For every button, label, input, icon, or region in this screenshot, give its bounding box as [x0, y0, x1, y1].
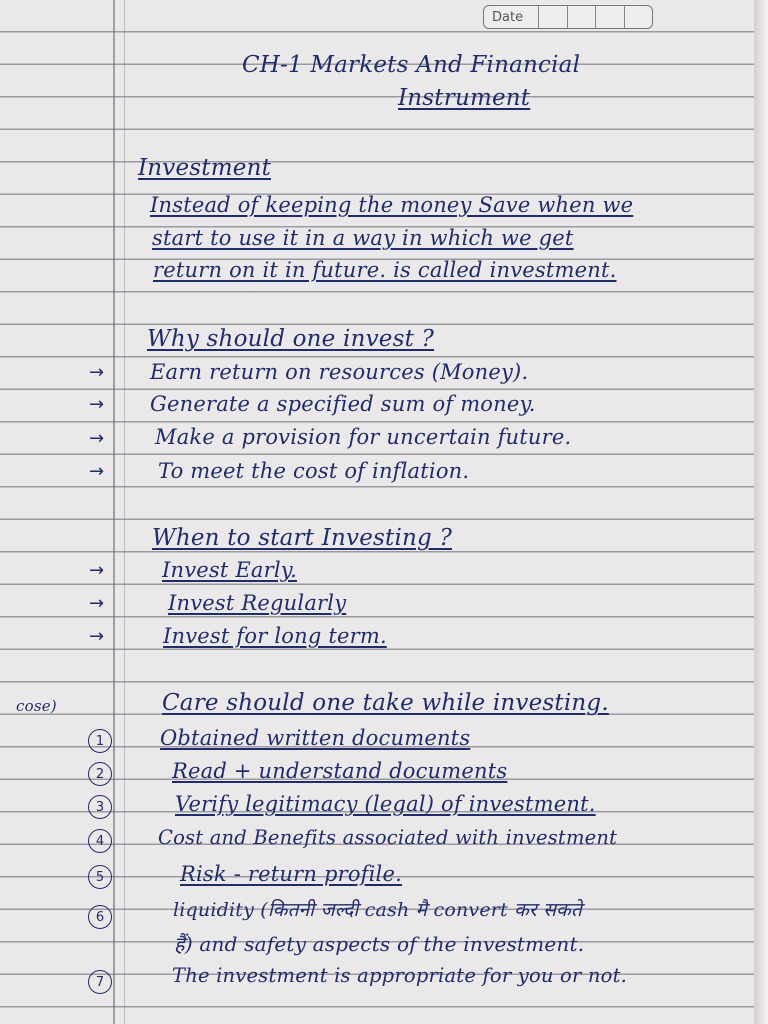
- care-item: Obtained written documents: [160, 726, 471, 750]
- date-label: Date: [484, 6, 539, 28]
- margin-line: [113, 0, 115, 1024]
- date-cell: [596, 6, 625, 28]
- why-item: To meet the cost of inflation.: [158, 459, 470, 483]
- number-circle: 5: [88, 865, 112, 889]
- margin-line-inner: [124, 0, 125, 1024]
- care-item: The investment is appropriate for you or not.: [172, 964, 628, 987]
- investment-line: Instead of keeping the money Save when we: [150, 193, 634, 217]
- investment-line: start to use it in a way in which we get: [152, 226, 574, 250]
- care-item: Risk - return profile.: [180, 862, 402, 886]
- care-item: Verify legitimacy (legal) of investment.: [175, 792, 596, 816]
- arrow-icon: →: [89, 461, 105, 482]
- arrow-icon: →: [89, 626, 105, 647]
- side-note: cose): [16, 697, 57, 715]
- care-item: liquidity (कितनी जल्दी cash मै convert कर सकते: [173, 899, 582, 921]
- date-cell: [568, 6, 597, 28]
- when-item: Invest Early.: [162, 558, 297, 582]
- date-cell: [625, 6, 653, 28]
- section-heading-investment: Investment: [138, 155, 272, 181]
- care-item: Read + understand documents: [172, 759, 508, 783]
- number-circle: 4: [88, 829, 112, 853]
- chapter-title: CH-1 Markets And Financial: [242, 52, 581, 78]
- section-heading-when: When to start Investing ?: [152, 525, 452, 551]
- section-heading-care: Care should one take while investing.: [162, 690, 609, 716]
- number-circle: 3: [88, 795, 112, 819]
- why-item: Earn return on resources (Money).: [150, 360, 529, 384]
- why-item: Make a provision for uncertain future.: [155, 425, 572, 449]
- care-item: Cost and Benefits associated with investment: [158, 826, 618, 849]
- arrow-icon: →: [89, 593, 105, 614]
- date-cell: [539, 6, 568, 28]
- when-item: Invest for long term.: [163, 624, 387, 648]
- arrow-icon: →: [89, 560, 105, 581]
- arrow-icon: →: [89, 428, 105, 449]
- date-box: [483, 5, 653, 29]
- when-item: Invest Regularly: [168, 591, 347, 615]
- page-edge: [754, 0, 768, 1024]
- arrow-icon: →: [89, 362, 105, 383]
- investment-line: return on it in future. is called investment.: [153, 258, 617, 282]
- section-heading-why: Why should one invest ?: [147, 326, 435, 352]
- arrow-icon: →: [89, 394, 105, 415]
- number-circle: 7: [88, 970, 112, 994]
- number-circle: 1: [88, 729, 112, 753]
- chapter-title-line2: Instrument: [398, 85, 531, 111]
- number-circle: 2: [88, 762, 112, 786]
- care-item: हैं) and safety aspects of the investment.: [174, 932, 585, 956]
- number-circle: 6: [88, 905, 112, 929]
- why-item: Generate a specified sum of money.: [150, 392, 536, 416]
